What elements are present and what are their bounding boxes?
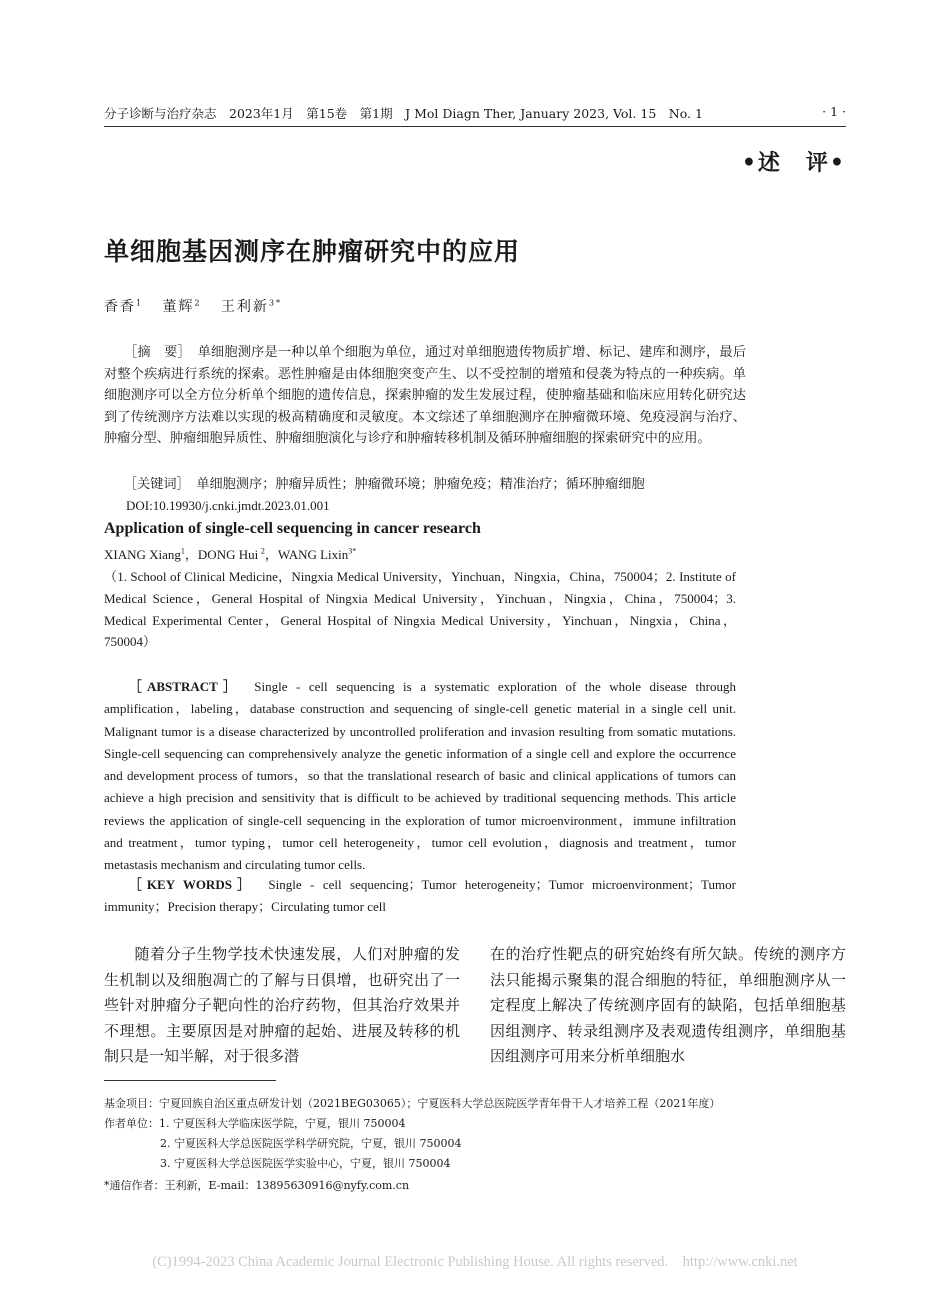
keywords-cn-text: 单细胞测序；肿瘤异质性；肿瘤微环境；肿瘤免疫；精准治疗；循环肿瘤细胞 xyxy=(196,477,645,492)
abstract-en-text: Single - cell sequencing is a systematic exploration of the whole disease through amplification，labeling，database construction and sequencing of single-cell genetic material in a single cell unit. Malignant tumor is a disease characterized by uncontrolled proliferation and invasion resulting from somatic mutations. Single-cell sequencing can comprehensively analyze the genetic information of a single cell and explore the occurrence and development process of tumors，so that the translational research of basic and clinical applications of tumors can achieve a high precision and sensitivity that is difficult to be achieved by traditional sequencing methods. This article reviews the application of single-cell sequencing in the exploration of tumor microenvironment，immune infiltration and treatment，tumor typing，tumor cell heterogeneity，tumor cell evolution，diagnosis and treatment，tumor metastasis mechanism and circulating tumor cells. xyxy=(104,679,737,873)
abstract-en-label: ［ABSTRACT］ xyxy=(123,679,242,694)
author-affil-mark: 1 xyxy=(136,298,144,308)
abstract-cn-text: 单细胞测序是一种以单个细胞为单位，通过对单细胞遗传物质扩增、标记、建库和测序，最后对整个疾病进行系统的探索。恶性肿瘤是由体细胞突变产生、以不受控制的增殖和侵袭为特点的一种疾病。单细胞测序可以全方位分析单个细胞的遗传信息，探索肿瘤的发生发展过程，使肿瘤基础和临床应用转化研究达到了传统测序方法难以实现的极高精确度和灵敏度。本文综述了单细胞测序在肿瘤微环境、免疫浸润与治疗、肿瘤分型、肿瘤细胞异质性、肿瘤细胞演化与诊疗和肿瘤转移机制及循环肿瘤细胞的探索研究中的应用。 xyxy=(104,345,747,447)
abstract-english xyxy=(104,676,736,877)
author-affil-mark: 2 xyxy=(194,298,202,308)
body-column-left xyxy=(104,942,460,1070)
title-chinese: 单细胞基因测序在肿瘤研究中的应用 xyxy=(104,237,521,266)
footnote-unit-2: 2. 宁夏医科大学总医院医学科学研究院，宁夏，银川 750004 xyxy=(160,1137,462,1150)
author-name: DONG Hui xyxy=(197,547,259,562)
author-affil-mark: 2 xyxy=(260,546,265,556)
page-number: · 1 · xyxy=(822,104,846,119)
doi: DOI:10.19930/j.cnki.jmdt.2023.01.001 xyxy=(126,498,330,513)
authors-chinese xyxy=(104,296,282,316)
abstract-cn-label: ［摘 要］ xyxy=(123,345,191,360)
keywords-english xyxy=(104,874,736,919)
affiliations-english: （1. School of Clinical Medicine，Ningxia Medical University，Yinchuan，Ningxia，China，750004；2. Institute of Medical Science，General Hospital of Ningxia Medical University，Yinchuan，Ningxia，China，750004；3. Medical Experimental Center，General Hospital of Ningxia Medical University，Yinchuan，Ningxia，China，750004） xyxy=(104,569,736,650)
footnote-unit-1: 作者单位：1. 宁夏医科大学临床医学院，宁夏，银川 750004 xyxy=(104,1117,406,1130)
footnote-corresponding-author: *通信作者：王利新，E-mail：13895630916@nyfy.com.cn xyxy=(104,1179,410,1192)
body-left-text: 随着分子生物学技术快速发展，人们对肿瘤的发生机制以及细胞凋亡的了解与日俱增，也研究出了一些针对肿瘤分子靶向性的治疗药物，但其治疗效果并不理想。主要原因是对肿瘤的起始、进展及转移的机制只是一知半解，对于很多潜 xyxy=(104,945,460,1066)
footnote-rule xyxy=(104,1080,276,1081)
author-affil-mark: 3* xyxy=(268,298,282,308)
author-affil-mark: 3* xyxy=(348,546,357,556)
body-column-right: 在的治疗性靶点的研究始终有所欠缺。传统的测序方法只能揭示聚集的混合细胞的特征，单细胞测序从一定程度上解决了传统测序固有的缺陷，包括单细胞基因组测序、转录组测序及表观遗传组测序，单细胞基因组测序可用来分析单细胞水 xyxy=(490,945,846,1066)
keywords-en-label: ［KEY WORDS］ xyxy=(123,877,256,892)
abstract-chinese xyxy=(104,342,746,450)
author-name: XIANG Xiang xyxy=(104,547,181,562)
author-name: 香香 xyxy=(104,299,136,315)
running-header xyxy=(104,104,846,124)
author-name: 王利新 xyxy=(220,299,269,315)
author-name: 董辉 xyxy=(162,299,195,315)
authors-english: XIANG Xiang$^1$，DONG Hui $^2$，WANG Lixin$^{3*}$ xyxy=(104,546,357,562)
keywords-cn-label: ［关键词］ xyxy=(123,477,190,492)
section-label: •述 评• xyxy=(741,150,846,176)
keywords-en-text: Single - cell sequencing；Tumor heterogeneity；Tumor microenvironment；Tumor immunity；Precision therapy；Circulating tumor cell xyxy=(104,877,736,915)
author-affil-mark: 1 xyxy=(180,546,185,556)
journal-info: 分子诊断与治疗杂志 2023年1月 第15卷 第1期 J Mol Diagn Ther, January 2023, Vol. 15 No. 1 xyxy=(104,106,703,121)
watermark: (C)1994-2023 China Academic Journal Electronic Publishing House. All rights reserved. http://www.cnki.net xyxy=(152,1254,798,1270)
footnote-unit-3: 3. 宁夏医科大学总医院医学实验中心，宁夏，银川 750004 xyxy=(160,1157,451,1170)
header-rule xyxy=(104,126,846,127)
author-name: WANG Lixin xyxy=(277,547,349,562)
keywords-chinese xyxy=(104,474,746,496)
footnote-funding: 基金项目：宁夏回族自治区重点研发计划（2021BEG03065）；宁夏医科大学总医院医学青年骨干人才培养工程（2021年度） xyxy=(104,1097,721,1110)
title-english: Application of single-cell sequencing in cancer research xyxy=(104,520,481,537)
